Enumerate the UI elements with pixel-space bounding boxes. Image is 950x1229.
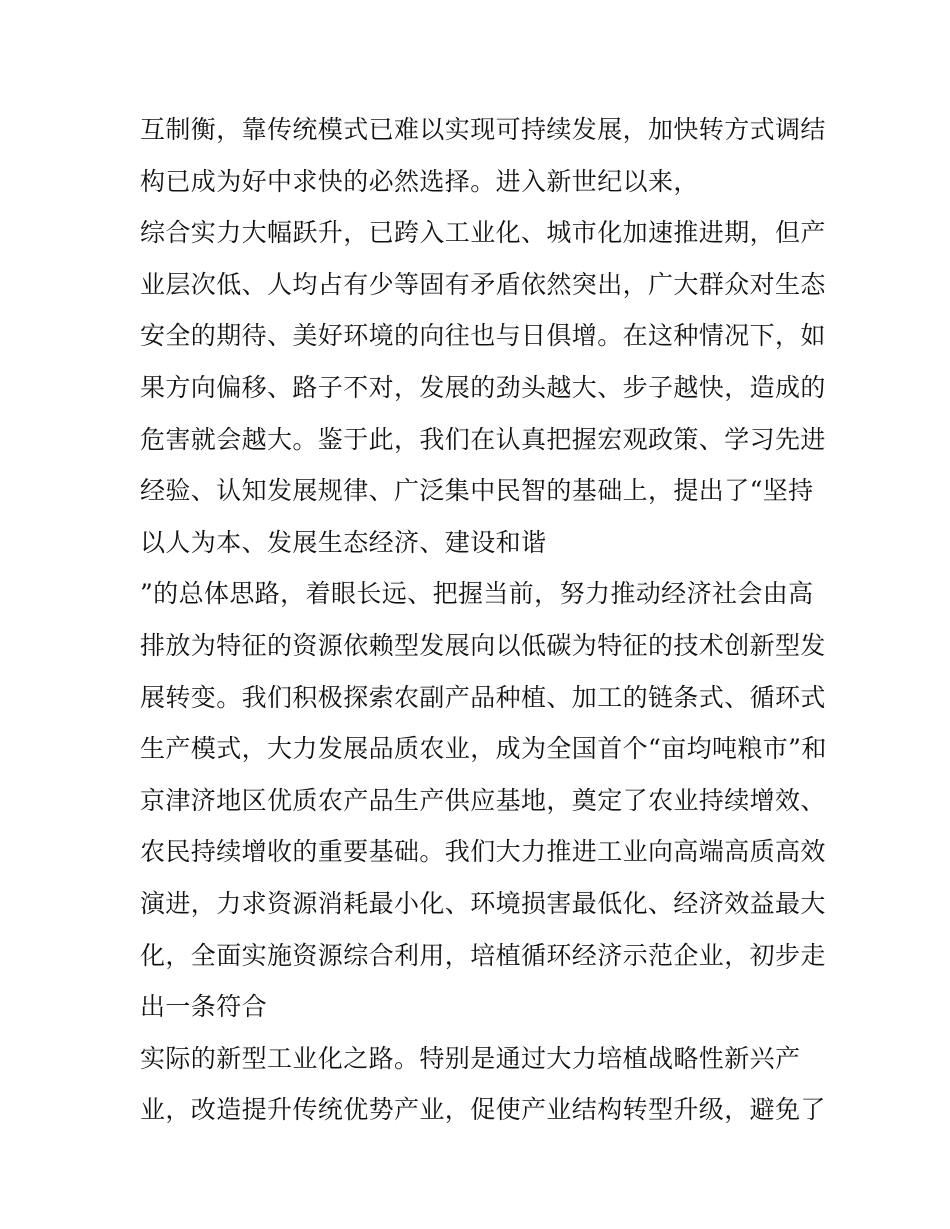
text-line: 农民持续增收的重要基础。我们大力推进工业向高端高质高效 bbox=[140, 837, 826, 867]
text-line: 互制衡，靠传统模式已难以实现可持续发展，加快转方式调结 bbox=[140, 115, 826, 144]
text-line: 排放为特征的资源依赖型发展向以低碳为特征的技术创新型发 bbox=[140, 630, 826, 660]
text-line: 构已成为好中求快的必然选择。进入新世纪以来， bbox=[140, 166, 699, 196]
text-line: ”的总体思路，着眼长远、把握当前，努力推动经济社会由高 bbox=[140, 579, 814, 609]
text-line: 业层次低、人均占有少等固有矛盾依然突出，广大群众对生态 bbox=[140, 269, 826, 299]
text-line: 安全的期待、美好环境的向往也与日俱增。在这种情况下，如 bbox=[140, 321, 826, 351]
text-line: 生产模式，大力发展品质农业，成为全国首个“亩均吨粮市”和 bbox=[140, 734, 827, 764]
text-line: 实际的新型工业化之路。特别是通过大力培植战略性新兴产 bbox=[140, 1043, 801, 1073]
text-line: 演进，力求资源消耗最小化、环境损害最低化、经济效益最大 bbox=[140, 888, 826, 918]
text-line: 出一条符合 bbox=[140, 992, 268, 1022]
text-line: 业，改造提升传统优势产业，促使产业结构转型升级，避免了 bbox=[140, 1095, 826, 1125]
text-line: 经验、认知发展规律、广泛集中民智的基础上，提出了“坚持 bbox=[140, 476, 814, 506]
text-line: 化，全面实施资源综合利用，培植循环经济示范企业，初步走 bbox=[140, 940, 826, 970]
text-line: 综合实力大幅跃升，已跨入工业化、城市化加速推进期，但产 bbox=[140, 218, 826, 248]
text-line: 果方向偏移、路子不对，发展的劲头越大、步子越快，造成的 bbox=[140, 372, 826, 402]
text-line: 展转变。我们积极探索农副产品种植、加工的链条式、循环式 bbox=[140, 682, 826, 712]
text-line: 京津济地区优质农产品生产供应基地，奠定了农业持续增效、 bbox=[140, 785, 826, 815]
body-text bbox=[140, 104, 827, 1136]
text-line: 以人为本、发展生态经济、建设和谐 bbox=[140, 527, 547, 557]
text-line: 危害就会越大。鉴于此，我们在认真把握宏观政策、学习先进 bbox=[140, 424, 826, 454]
